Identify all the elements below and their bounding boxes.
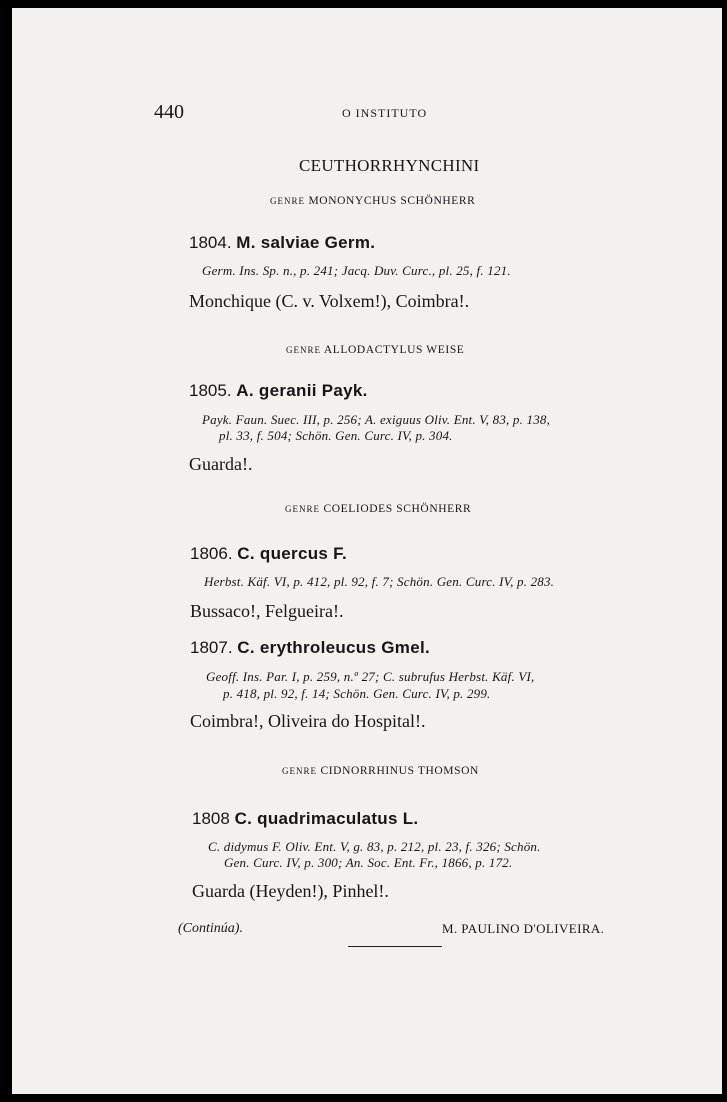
entry-number: 1804. [189, 233, 232, 252]
entry-number: 1808 [192, 809, 230, 828]
reference-line: Germ. Ins. Sp. n., p. 241; Jacq. Duv. Curc., pl. 25, f. 121. [202, 263, 511, 278]
genre-heading [282, 765, 479, 777]
genre-name: CIDNORRHINUS THOMSON [320, 765, 479, 777]
reference-line: pl. 33, f. 504; Schön. Gen. Curc. IV, p. 304. [219, 428, 453, 443]
tribe-heading: CEUTHORRHYNCHINI [299, 156, 480, 175]
genre-name: MONONYCHUS SCHÖNHERR [308, 195, 476, 207]
reference-line: C. didymus F. Oliv. Ent. V, g. 83, p. 212, pl. 23, f. 326; Schön. [208, 839, 541, 854]
genre-heading [270, 195, 475, 207]
genre-name: ALLODACTYLUS WEISE [323, 344, 465, 356]
footer-rule [348, 946, 442, 947]
species-name: C. quercus F. [237, 544, 347, 563]
page-number: 440 [154, 101, 184, 123]
reference-line: Gen. Curc. IV, p. 300; An. Soc. Ent. Fr., 1866, p. 172. [224, 855, 513, 870]
book-page [12, 8, 722, 1094]
localities: Guarda (Heyden!), Pinhel!. [192, 881, 389, 901]
reference-line: Geoff. Ins. Par. I, p. 259, n.º 27; C. subrufus Herbst. Käf. VI, [206, 669, 535, 684]
reference-line: Herbst. Käf. VI, p. 412, pl. 92, f. 7; Schön. Gen. Curc. IV, p. 283. [204, 574, 555, 589]
species-name: M. salviae Germ. [236, 233, 376, 252]
genre-heading [286, 344, 464, 356]
localities: Bussaco!, Felgueira!. [190, 601, 344, 621]
localities: Monchique (C. v. Volxem!), Coimbra!. [189, 291, 470, 311]
genre-prefix: GENRE [270, 196, 305, 206]
reference-line: Payk. Faun. Suec. III, p. 256; A. exiguus Oliv. Ent. V, 83, p. 138, [202, 412, 551, 427]
genre-prefix: GENRE [286, 345, 321, 355]
entry-number: 1806. [190, 544, 233, 563]
genre-prefix: GENRE [285, 504, 320, 514]
species-name: C. erythroleucus Gmel. [237, 638, 430, 657]
species-entry [190, 638, 430, 658]
species-name: A. geranii Payk. [236, 381, 368, 400]
running-title: O INSTITUTO [342, 106, 428, 120]
species-entry [189, 233, 375, 253]
genre-heading [285, 503, 471, 515]
entry-number: 1807. [190, 638, 233, 657]
genre-name: COELIODES SCHÖNHERR [323, 503, 472, 515]
species-name: C. quadrimaculatus L. [234, 809, 419, 828]
species-entry [189, 381, 368, 401]
localities: Guarda!. [189, 454, 253, 474]
continued-note: (Continúa). [178, 921, 243, 936]
species-entry [190, 544, 347, 564]
species-entry [192, 809, 418, 829]
localities: Coimbra!, Oliveira do Hospital!. [190, 711, 426, 731]
author-signature: M. PAULINO D'OLIVEIRA. [442, 921, 605, 936]
genre-prefix: GENRE [282, 766, 317, 776]
reference-line: p. 418, pl. 92, f. 14; Schön. Gen. Curc. IV, p. 299. [223, 686, 491, 701]
entry-number: 1805. [189, 381, 232, 400]
